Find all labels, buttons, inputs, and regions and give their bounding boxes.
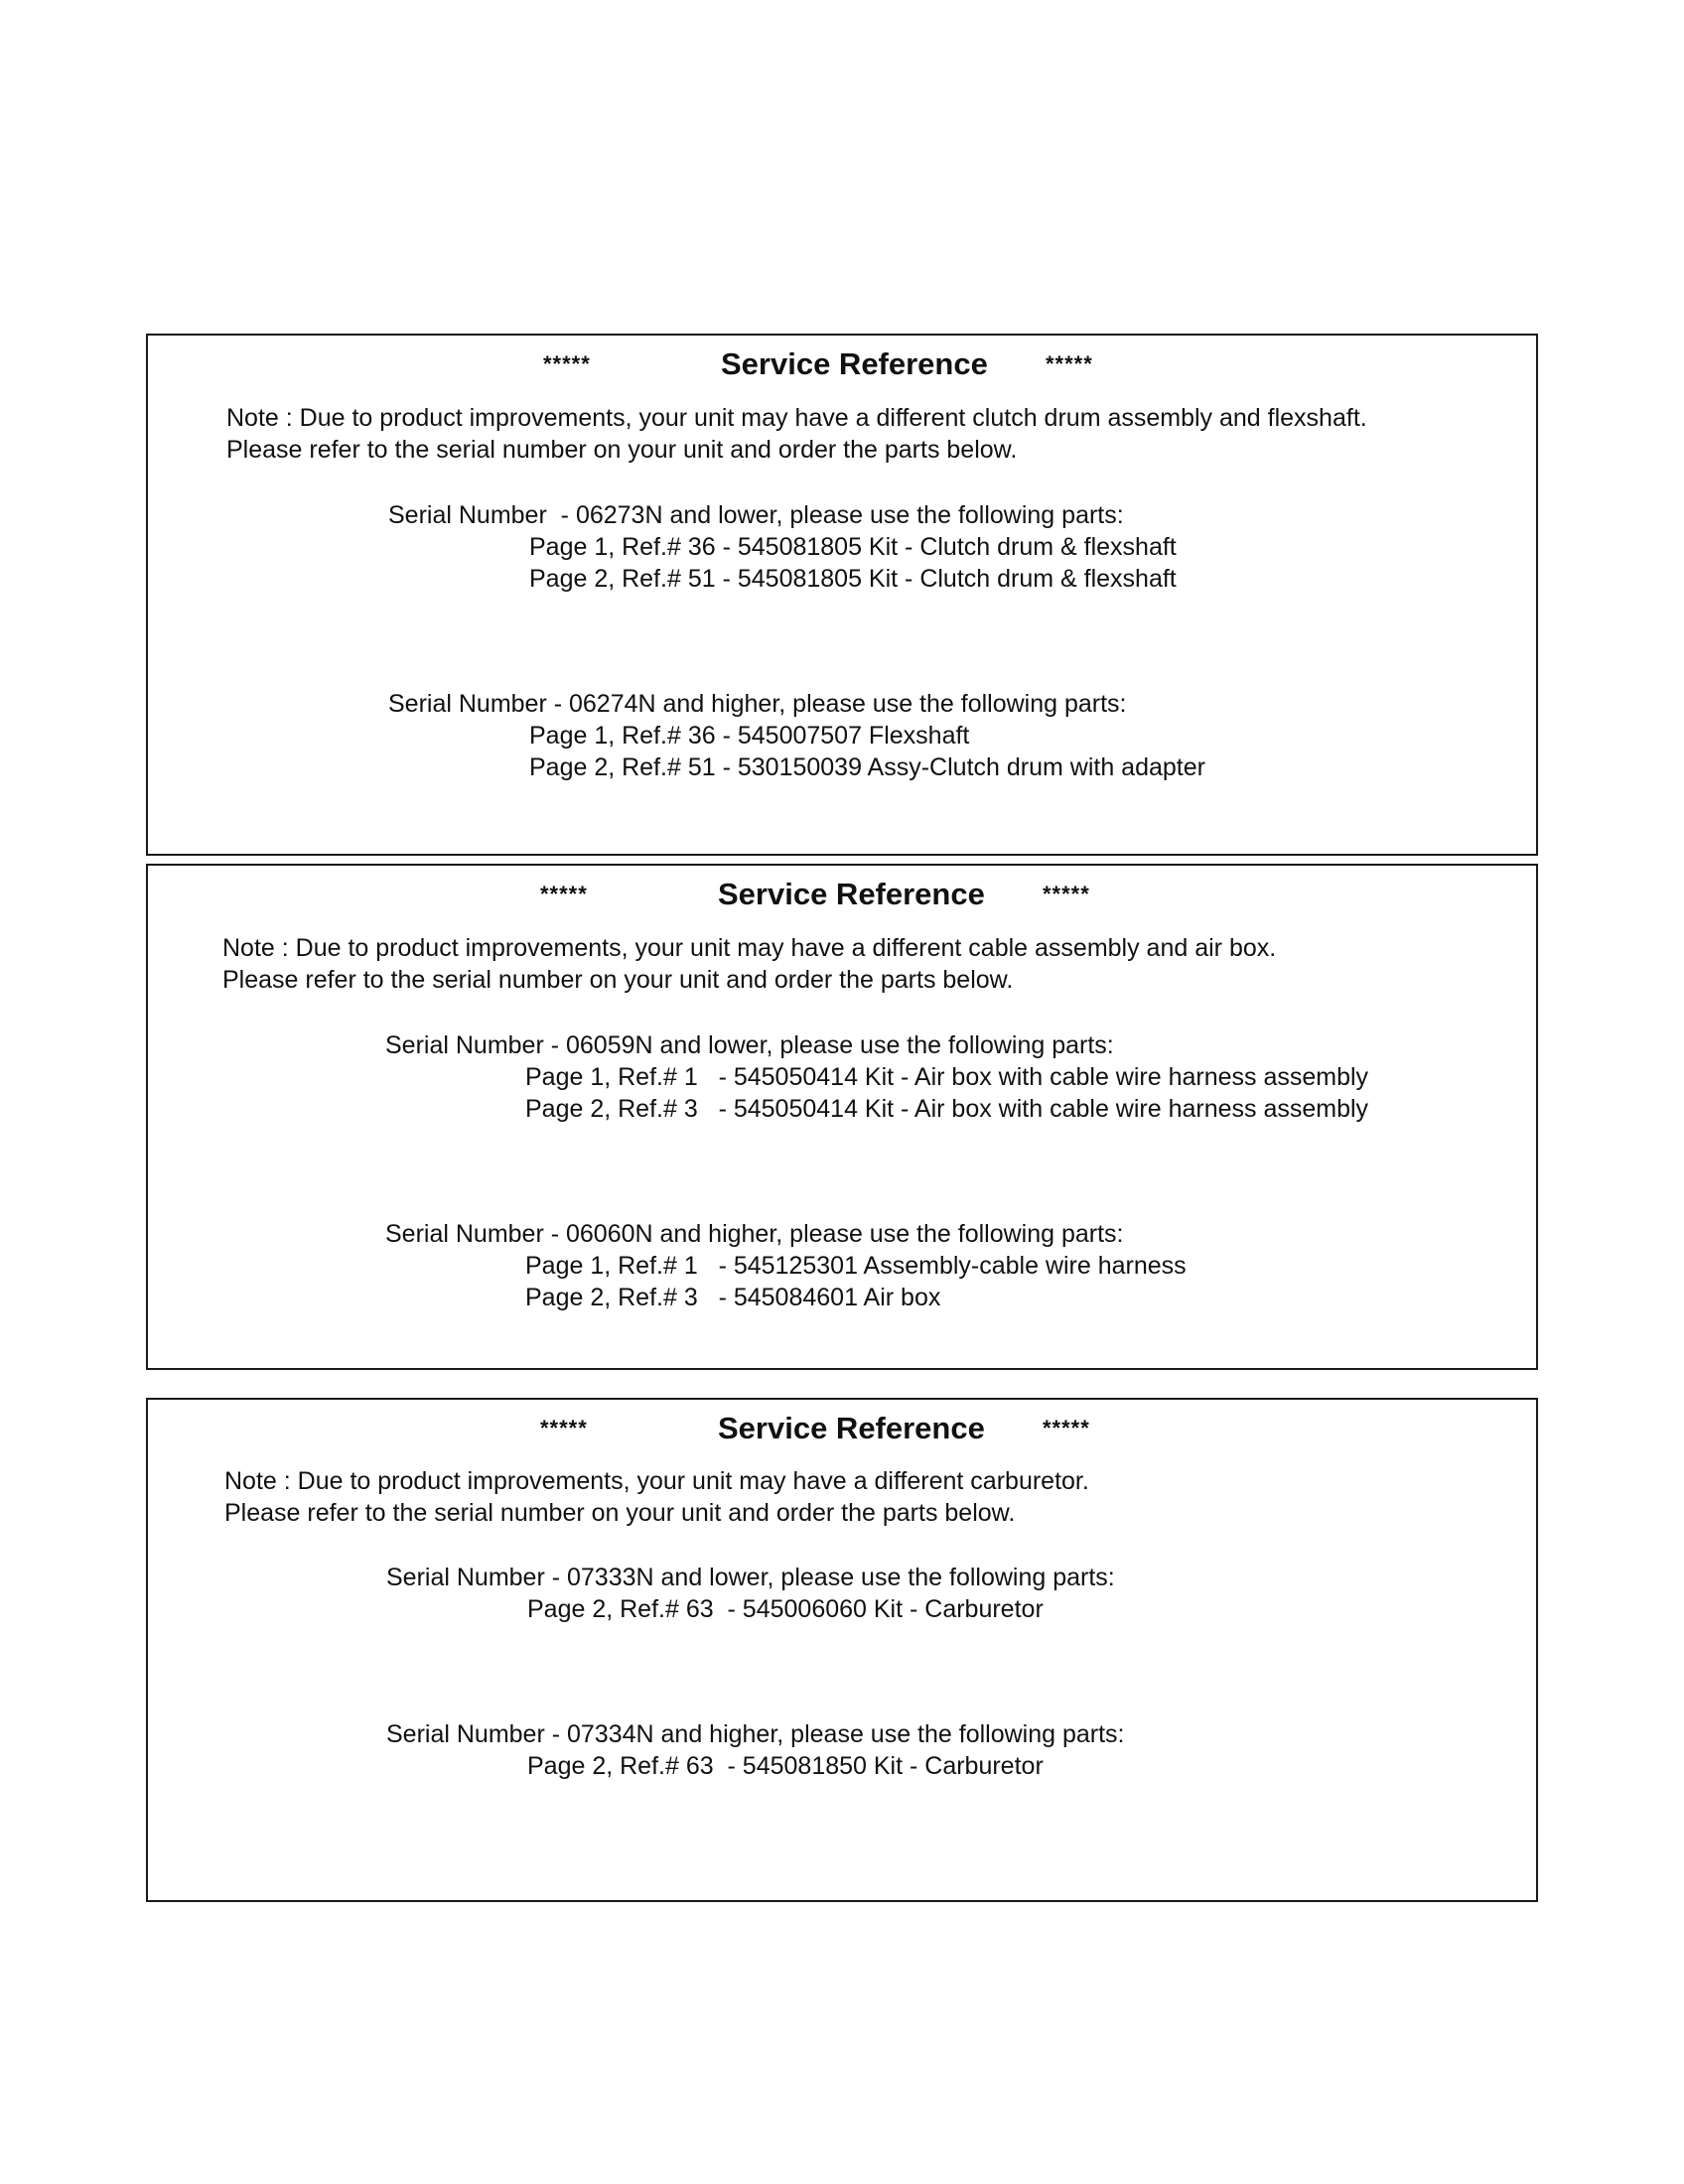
note-line-1: Note : Due to product improvements, your unit may have a different carburetor. [224, 1467, 1089, 1495]
note-line-2: Please refer to the serial number on your unit and order the parts below. [224, 1499, 1016, 1527]
service-reference-box-3 [146, 1398, 1538, 1902]
serial-line-higher: Serial Number - 07334N and higher, please use the following parts: [386, 1720, 1125, 1748]
part-line: Page 2, Ref.# 63 - 545081850 Kit - Carburetor [527, 1752, 1044, 1780]
note-line-1: Note : Due to product improvements, your unit may have a different cable assembly and air box. [222, 934, 1277, 962]
part-line: Page 2, Ref.# 63 - 545006060 Kit - Carburetor [527, 1595, 1044, 1623]
serial-line-higher: Serial Number - 06274N and higher, please use the following parts: [388, 690, 1127, 718]
note-line-2: Please refer to the serial number on your unit and order the parts below. [222, 966, 1014, 994]
service-reference-box-2 [146, 864, 1538, 1370]
stars-left: ***** [543, 351, 591, 376]
part-line: Page 1, Ref.# 1 - 545050414 Kit - Air box with cable wire harness assembly [525, 1063, 1369, 1091]
serial-line-lower: Serial Number - 06059N and lower, please use the following parts: [385, 1031, 1114, 1059]
part-line: Page 1, Ref.# 36 - 545007507 Flexshaft [529, 722, 970, 750]
part-line: Page 2, Ref.# 3 - 545084601 Air box [525, 1284, 941, 1311]
part-line: Page 2, Ref.# 51 - 530150039 Assy-Clutch drum with adapter [529, 753, 1205, 781]
part-line: Page 2, Ref.# 3 - 545050414 Kit - Air box with cable wire harness assembly [525, 1095, 1369, 1123]
stars-right: ***** [1043, 1416, 1090, 1440]
part-line: Page 1, Ref.# 1 - 545125301 Assembly-cable wire harness [525, 1252, 1187, 1280]
stars-right: ***** [1043, 882, 1090, 906]
serial-line-higher: Serial Number - 06060N and higher, please use the following parts: [385, 1220, 1124, 1248]
serial-line-lower: Serial Number - 07333N and lower, please use the following parts: [386, 1564, 1115, 1591]
part-line: Page 2, Ref.# 51 - 545081805 Kit - Clutch drum & flexshaft [529, 565, 1177, 593]
stars-right: ***** [1046, 351, 1093, 376]
note-line-1: Note : Due to product improvements, your unit may have a different clutch drum assembly and flexshaft. [226, 404, 1367, 432]
part-line: Page 1, Ref.# 36 - 545081805 Kit - Clutch drum & flexshaft [529, 533, 1177, 561]
stars-left: ***** [540, 1416, 588, 1440]
section-title: Service Reference [718, 877, 985, 911]
serial-line-lower: Serial Number - 06273N and lower, please use the following parts: [388, 501, 1124, 529]
service-reference-box-1 [146, 334, 1538, 856]
stars-left: ***** [540, 882, 588, 906]
note-line-2: Please refer to the serial number on your unit and order the parts below. [226, 436, 1018, 464]
section-title: Service Reference [721, 346, 988, 381]
section-title: Service Reference [718, 1411, 985, 1445]
